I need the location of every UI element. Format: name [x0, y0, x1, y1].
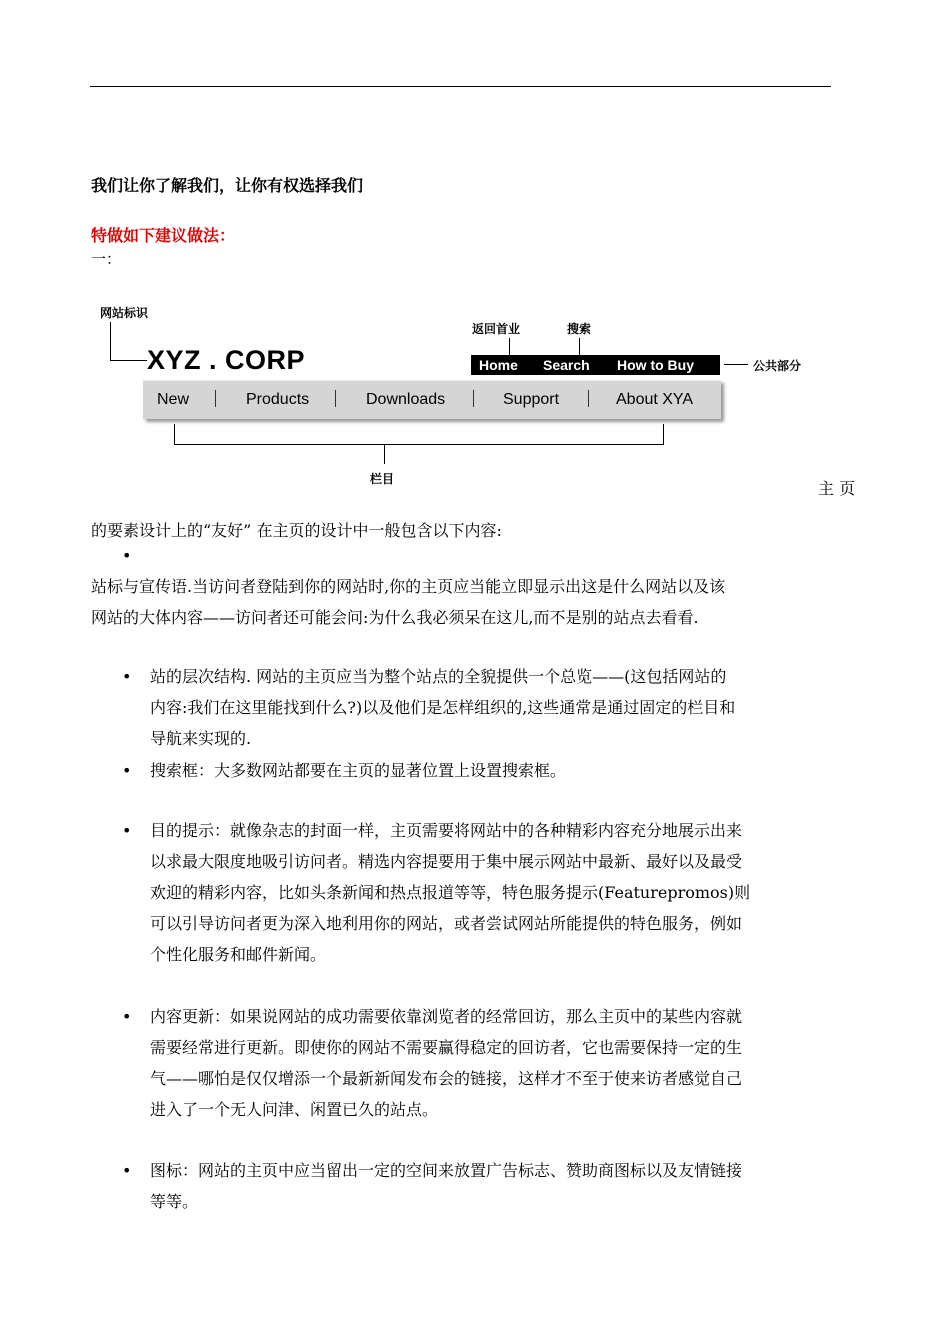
para1-line2: 网站的大体内容——访问者还可能会问:为什么我必须呆在这儿,而不是别的站点去看看.	[91, 608, 699, 627]
bullet-search-box	[150, 755, 862, 786]
bullet-line: 个性化服务和邮件新闻。	[150, 945, 327, 964]
util-link-search[interactable]: Search	[543, 357, 590, 373]
bullet: •	[122, 821, 132, 840]
connector-search	[579, 338, 580, 355]
connector-logo-h	[110, 360, 147, 361]
bullet-line: 进入了一个无人问津、闲置已久的站点。	[150, 1100, 439, 1119]
heading-intro: 我们让你了解我们，让你有权选择我们	[91, 176, 364, 195]
bracket-right	[663, 424, 664, 444]
bullet: •	[122, 546, 132, 565]
bullet-line: 欢迎的精彩内容，比如头条新闻和热点报道等等，特色服务提示(Featurepromos)则	[150, 883, 751, 902]
nav-separator	[473, 390, 474, 407]
nav-item-support[interactable]: Support	[503, 391, 560, 408]
heading-suggestion: 特做如下建议做法：	[91, 226, 236, 245]
nav-separator	[335, 390, 336, 407]
utility-bar	[471, 355, 720, 375]
bullet-line: 目的提示：就像杂志的封面一样，主页需要将网站中的各种精彩内容充分地展示出来	[150, 821, 743, 840]
bullet: •	[122, 1161, 132, 1180]
nav-separator	[215, 390, 216, 407]
bullet-line: 等等。	[150, 1192, 199, 1211]
bullet: •	[122, 1007, 132, 1026]
bullet-hierarchy	[150, 661, 862, 754]
nav-item-new[interactable]: New	[157, 391, 190, 408]
step-marker: 一：	[91, 250, 122, 268]
bullet-content-update	[150, 1001, 862, 1125]
nav-item-downloads[interactable]: Downloads	[366, 391, 446, 408]
bullet-line: 可以引导访问者更为深入地利用你的网站，或者尝试网站所能提供的特色服务，例如	[150, 914, 743, 933]
nav-bar	[143, 380, 721, 419]
bullet: •	[122, 667, 132, 686]
bracket-stem	[384, 444, 385, 464]
connector-logo-v	[110, 322, 111, 360]
label-home: 返回首业	[472, 322, 521, 336]
label-columns: 栏目	[370, 472, 395, 486]
bullet-icons	[150, 1155, 862, 1217]
bracket-bottom	[174, 444, 664, 445]
connector-public	[724, 364, 748, 365]
intro-line: 的要素设计上的“友好” 在主页的设计中一般包含以下内容:	[91, 521, 502, 540]
nav-separator	[588, 390, 589, 407]
bullet-line: 内容:我们在这里能找到什么?)以及他们是怎样组织的,这些通常是通过固定的栏目和	[150, 698, 736, 717]
bullet-line: 图标：网站的主页中应当留出一定的空间来放置广告标志、赞助商图标以及友情链接	[150, 1161, 743, 1180]
bullet-line: 站的层次结构. 网站的主页应当为整个站点的全貌提供一个总览——(这包括网站的	[150, 667, 727, 686]
label-logo: 网站标识	[100, 306, 149, 320]
top-rule	[90, 86, 831, 87]
nav-item-products[interactable]: Products	[246, 391, 310, 408]
bullet-purpose	[150, 815, 862, 970]
connector-home	[509, 338, 510, 355]
para1-line1: 站标与宣传语.当访问者登陆到你的网站时,你的主页应当能立即显示出这是什么网站以及该	[91, 577, 726, 596]
bracket-left	[174, 424, 175, 444]
util-link-how-to-buy[interactable]: How to Buy	[617, 357, 694, 373]
logo-text: XYZ . CORP	[147, 345, 306, 375]
bullet: •	[122, 761, 132, 780]
zhuye-text: 主 页	[818, 479, 856, 498]
bullet-line: 搜索框：大多数网站都要在主页的显著位置上设置搜索框。	[150, 761, 567, 780]
bullet-line: 以求最大限度地吸引访问者。精选内容提要用于集中展示网站中最新、最好以及最受	[150, 852, 743, 871]
bullet-line: 导航来实现的.	[150, 729, 252, 748]
bullet-line: 气——哪怕是仅仅增添一个最新新闻发布会的链接，这样才不至于使来访者感觉自己	[150, 1069, 743, 1088]
util-link-home[interactable]: Home	[479, 357, 518, 373]
label-search: 搜索	[567, 322, 592, 336]
bullet-line: 需要经常进行更新。即使你的网站不需要赢得稳定的回访者，它也需要保持一定的生	[150, 1038, 743, 1057]
bullet-line: 内容更新：如果说网站的成功需要依靠浏览者的经常回访，那么主页中的某些内容就	[150, 1007, 743, 1026]
label-public: 公共部分	[753, 359, 802, 373]
nav-item-about[interactable]: About XYA	[616, 391, 694, 408]
